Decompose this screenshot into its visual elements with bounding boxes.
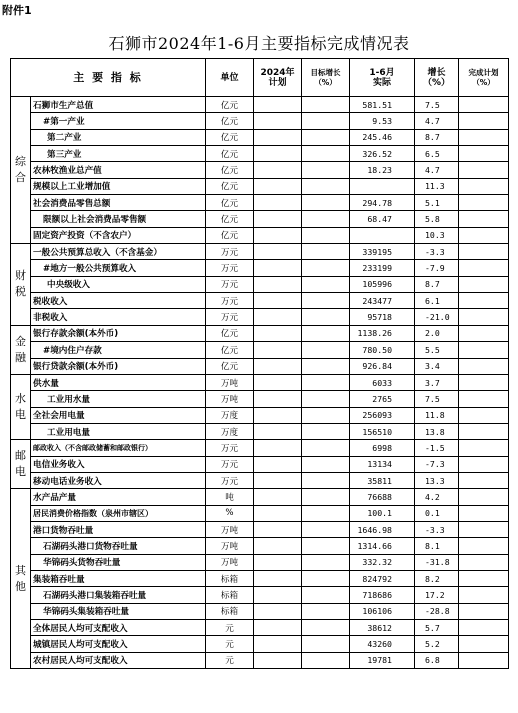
row-name: 农村居民人均可支配收入 [31, 652, 206, 668]
row-name: 第二产业 [31, 129, 206, 145]
row-actual: 326.52 [350, 146, 415, 162]
row-unit: 元 [206, 652, 254, 668]
row-target-growth [302, 178, 350, 194]
row-plan [254, 97, 302, 113]
row-target-growth [302, 227, 350, 243]
row-completion [459, 489, 509, 505]
table-row [11, 652, 509, 668]
row-actual: 76688 [350, 489, 415, 505]
row-target-growth [302, 636, 350, 652]
row-completion [459, 620, 509, 636]
row-growth: -21.0 [415, 309, 459, 325]
table-row [11, 146, 509, 162]
row-completion [459, 162, 509, 178]
row-target-growth [302, 195, 350, 211]
row-actual: 35811 [350, 472, 415, 488]
indicators-table [10, 58, 509, 669]
row-growth: 4.7 [415, 113, 459, 129]
row-unit: 万吨 [206, 521, 254, 537]
row-unit: 万元 [206, 260, 254, 276]
row-unit: 万元 [206, 456, 254, 472]
table-row [11, 620, 509, 636]
row-actual: 18.23 [350, 162, 415, 178]
row-growth: 17.2 [415, 587, 459, 603]
row-plan [254, 342, 302, 358]
row-completion [459, 505, 509, 521]
row-name: 中央级收入 [31, 276, 206, 292]
row-growth: -31.8 [415, 554, 459, 570]
row-unit: 标箱 [206, 603, 254, 619]
row-name: 供水量 [31, 374, 206, 390]
row-unit: 亿元 [206, 129, 254, 145]
row-plan [254, 162, 302, 178]
row-plan [254, 620, 302, 636]
row-unit: 万吨 [206, 391, 254, 407]
row-name: 华锦码头货物吞吐量 [31, 554, 206, 570]
table-row [11, 538, 509, 554]
row-target-growth [302, 521, 350, 537]
row-target-growth [302, 325, 350, 341]
row-target-growth [302, 587, 350, 603]
row-plan [254, 440, 302, 456]
row-plan [254, 358, 302, 374]
table-row [11, 570, 509, 586]
row-completion [459, 472, 509, 488]
row-name: 限额以上社会消费品零售额 [31, 211, 206, 227]
table-row [11, 423, 509, 439]
row-plan [254, 489, 302, 505]
row-target-growth [302, 603, 350, 619]
row-actual: 256093 [350, 407, 415, 423]
row-target-growth [302, 358, 350, 374]
row-growth: 3.4 [415, 358, 459, 374]
row-completion [459, 521, 509, 537]
row-target-growth [302, 538, 350, 554]
table-row [11, 97, 509, 113]
attachment-label: 附件1 [2, 4, 32, 17]
row-actual [350, 178, 415, 194]
table-row [11, 456, 509, 472]
row-target-growth [302, 652, 350, 668]
row-unit: 亿元 [206, 178, 254, 194]
table-row [11, 489, 509, 505]
row-target-growth [302, 293, 350, 309]
table-row [11, 260, 509, 276]
table-row [11, 325, 509, 341]
row-plan [254, 521, 302, 537]
row-unit: 亿元 [206, 325, 254, 341]
row-target-growth [302, 505, 350, 521]
row-growth: -7.9 [415, 260, 459, 276]
row-target-growth [302, 113, 350, 129]
row-unit: 亿元 [206, 97, 254, 113]
row-plan [254, 276, 302, 292]
table-row [11, 603, 509, 619]
row-unit: 亿元 [206, 146, 254, 162]
row-unit: 亿元 [206, 358, 254, 374]
row-completion [459, 244, 509, 260]
row-name: 水产品产量 [31, 489, 206, 505]
row-name: 石湖码头港口货物吞吐量 [31, 538, 206, 554]
row-target-growth [302, 276, 350, 292]
row-name: 银行存款余额(本外币) [31, 325, 206, 341]
row-growth: 4.2 [415, 489, 459, 505]
header-indicator: 主 要 指 标 [11, 59, 206, 97]
row-actual: 294.78 [350, 195, 415, 211]
row-growth: 13.3 [415, 472, 459, 488]
row-growth: 6.1 [415, 293, 459, 309]
row-unit: 亿元 [206, 195, 254, 211]
row-target-growth [302, 129, 350, 145]
row-completion [459, 227, 509, 243]
row-completion [459, 325, 509, 341]
table-row [11, 554, 509, 570]
row-target-growth [302, 407, 350, 423]
row-actual: 1138.26 [350, 325, 415, 341]
row-actual: 106106 [350, 603, 415, 619]
row-name: 居民消费价格指数（泉州市辖区） [31, 505, 206, 521]
table-row [11, 309, 509, 325]
row-actual: 780.50 [350, 342, 415, 358]
row-target-growth [302, 456, 350, 472]
row-completion [459, 309, 509, 325]
row-unit: 万元 [206, 244, 254, 260]
row-growth: 5.1 [415, 195, 459, 211]
row-actual: 243477 [350, 293, 415, 309]
row-name: 工业用电量 [31, 423, 206, 439]
row-actual: 233199 [350, 260, 415, 276]
row-actual: 926.84 [350, 358, 415, 374]
row-target-growth [302, 554, 350, 570]
row-plan [254, 260, 302, 276]
row-completion [459, 358, 509, 374]
row-plan [254, 391, 302, 407]
row-actual: 339195 [350, 244, 415, 260]
row-actual: 581.51 [350, 97, 415, 113]
row-name: 固定资产投资（不含农户） [31, 227, 206, 243]
row-plan [254, 554, 302, 570]
category-finance-tax: 财 税 [11, 244, 31, 326]
row-growth: 10.3 [415, 227, 459, 243]
row-unit: 亿元 [206, 211, 254, 227]
row-growth: 4.7 [415, 162, 459, 178]
table-row [11, 162, 509, 178]
row-target-growth [302, 440, 350, 456]
row-name: 华锦码头集装箱吞吐量 [31, 603, 206, 619]
row-unit: 元 [206, 636, 254, 652]
row-unit: 万度 [206, 407, 254, 423]
row-plan [254, 505, 302, 521]
row-name: 电信业务收入 [31, 456, 206, 472]
row-name: 邮政收入（不含邮政储蓄和邮政银行） [31, 440, 206, 456]
row-actual: 6998 [350, 440, 415, 456]
row-growth: -3.3 [415, 521, 459, 537]
row-actual: 1646.98 [350, 521, 415, 537]
row-growth: -1.5 [415, 440, 459, 456]
row-unit: 万元 [206, 472, 254, 488]
row-growth: 6.5 [415, 146, 459, 162]
table-row [11, 521, 509, 537]
row-completion [459, 391, 509, 407]
row-name: 第三产业 [31, 146, 206, 162]
table-header-row [11, 59, 509, 97]
page-title: 石狮市2024年1-6月主要指标完成情况表 [108, 34, 410, 53]
row-completion [459, 407, 509, 423]
row-name: 税收收入 [31, 293, 206, 309]
row-completion [459, 113, 509, 129]
table-row [11, 636, 509, 652]
table-row [11, 374, 509, 390]
row-target-growth [302, 472, 350, 488]
row-plan [254, 423, 302, 439]
table-row [11, 276, 509, 292]
row-completion [459, 652, 509, 668]
row-actual: 245.46 [350, 129, 415, 145]
row-target-growth [302, 570, 350, 586]
row-name: 银行贷款余额(本外币) [31, 358, 206, 374]
row-plan [254, 587, 302, 603]
row-plan [254, 211, 302, 227]
row-name: #地方一般公共预算收入 [31, 260, 206, 276]
row-completion [459, 423, 509, 439]
header-plan: 2024年 计划 [254, 59, 302, 97]
category-comprehensive: 综 合 [11, 97, 31, 244]
row-target-growth [302, 211, 350, 227]
row-unit: 亿元 [206, 227, 254, 243]
row-unit: 万元 [206, 293, 254, 309]
row-actual: 13134 [350, 456, 415, 472]
row-plan [254, 113, 302, 129]
row-growth: 7.5 [415, 97, 459, 113]
header-growth: 增长 （%） [415, 59, 459, 97]
row-actual: 38612 [350, 620, 415, 636]
row-growth: 8.7 [415, 129, 459, 145]
row-target-growth [302, 391, 350, 407]
header-actual: 1-6月 实际 [350, 59, 415, 97]
row-actual: 9.53 [350, 113, 415, 129]
row-name: 全社会用电量 [31, 407, 206, 423]
row-name: 农林牧渔业总产值 [31, 162, 206, 178]
row-plan [254, 456, 302, 472]
category-other: 其 他 [11, 489, 31, 669]
row-growth: 8.2 [415, 570, 459, 586]
row-plan [254, 407, 302, 423]
row-name: 集装箱吞吐量 [31, 570, 206, 586]
row-completion [459, 570, 509, 586]
row-completion [459, 440, 509, 456]
table-row [11, 391, 509, 407]
header-completion: 完成计划 （%） [459, 59, 509, 97]
table-row [11, 587, 509, 603]
row-name: 石湖码头港口集装箱吞吐量 [31, 587, 206, 603]
row-growth: 2.0 [415, 325, 459, 341]
table-row [11, 440, 509, 456]
table-row [11, 195, 509, 211]
row-actual [350, 227, 415, 243]
row-actual: 6033 [350, 374, 415, 390]
row-name: 工业用水量 [31, 391, 206, 407]
row-unit: 万元 [206, 309, 254, 325]
row-unit: 万元 [206, 440, 254, 456]
row-plan [254, 472, 302, 488]
row-actual: 2765 [350, 391, 415, 407]
row-plan [254, 146, 302, 162]
row-growth: 8.7 [415, 276, 459, 292]
row-completion [459, 146, 509, 162]
row-completion [459, 178, 509, 194]
row-plan [254, 129, 302, 145]
row-name: 石狮市生产总值 [31, 97, 206, 113]
row-completion [459, 374, 509, 390]
table-row [11, 178, 509, 194]
table-row [11, 244, 509, 260]
row-name: 一般公共预算总收入（不含基金） [31, 244, 206, 260]
row-target-growth [302, 374, 350, 390]
row-plan [254, 244, 302, 260]
row-plan [254, 374, 302, 390]
row-plan [254, 293, 302, 309]
row-actual: 105996 [350, 276, 415, 292]
row-name: #境内住户存款 [31, 342, 206, 358]
row-unit: 亿元 [206, 113, 254, 129]
row-plan [254, 227, 302, 243]
row-actual: 718686 [350, 587, 415, 603]
row-name: 全体居民人均可支配收入 [31, 620, 206, 636]
header-unit: 单位 [206, 59, 254, 97]
row-target-growth [302, 309, 350, 325]
row-unit: 元 [206, 620, 254, 636]
header-target-growth: 目标增长 （%） [302, 59, 350, 97]
row-unit: 标箱 [206, 570, 254, 586]
row-growth: 5.2 [415, 636, 459, 652]
row-unit: 亿元 [206, 162, 254, 178]
row-growth: 8.1 [415, 538, 459, 554]
category-banking: 金 融 [11, 325, 31, 374]
row-unit: 标箱 [206, 587, 254, 603]
row-unit: 亿元 [206, 342, 254, 358]
row-actual: 68.47 [350, 211, 415, 227]
row-growth: 5.8 [415, 211, 459, 227]
row-actual: 19781 [350, 652, 415, 668]
row-completion [459, 456, 509, 472]
row-growth: 0.1 [415, 505, 459, 521]
row-unit: 万吨 [206, 538, 254, 554]
row-unit: 万吨 [206, 374, 254, 390]
row-completion [459, 538, 509, 554]
row-actual: 100.1 [350, 505, 415, 521]
row-growth: 7.5 [415, 391, 459, 407]
table-row [11, 358, 509, 374]
row-plan [254, 570, 302, 586]
row-actual: 824792 [350, 570, 415, 586]
row-name: 规模以上工业增加值 [31, 178, 206, 194]
row-growth: 6.8 [415, 652, 459, 668]
row-completion [459, 211, 509, 227]
row-growth: 11.3 [415, 178, 459, 194]
row-completion [459, 587, 509, 603]
row-growth: 5.5 [415, 342, 459, 358]
row-actual: 156510 [350, 423, 415, 439]
row-unit: 万度 [206, 423, 254, 439]
table-row [11, 113, 509, 129]
table-row [11, 129, 509, 145]
row-growth: -28.8 [415, 603, 459, 619]
row-plan [254, 538, 302, 554]
row-growth: -7.3 [415, 456, 459, 472]
row-plan [254, 178, 302, 194]
row-unit: 万吨 [206, 554, 254, 570]
row-target-growth [302, 260, 350, 276]
row-plan [254, 195, 302, 211]
row-plan [254, 636, 302, 652]
row-completion [459, 129, 509, 145]
row-actual: 95718 [350, 309, 415, 325]
row-plan [254, 603, 302, 619]
row-target-growth [302, 423, 350, 439]
row-name: #第一产业 [31, 113, 206, 129]
row-unit: % [206, 505, 254, 521]
row-completion [459, 603, 509, 619]
row-actual: 332.32 [350, 554, 415, 570]
row-name: 城镇居民人均可支配收入 [31, 636, 206, 652]
row-unit: 万元 [206, 276, 254, 292]
row-completion [459, 636, 509, 652]
row-target-growth [302, 146, 350, 162]
table-row [11, 211, 509, 227]
row-target-growth [302, 342, 350, 358]
table-row [11, 472, 509, 488]
row-completion [459, 260, 509, 276]
table-row [11, 227, 509, 243]
row-target-growth [302, 244, 350, 260]
row-growth: 3.7 [415, 374, 459, 390]
row-completion [459, 554, 509, 570]
row-completion [459, 293, 509, 309]
row-unit: 吨 [206, 489, 254, 505]
row-name: 非税收入 [31, 309, 206, 325]
row-completion [459, 276, 509, 292]
row-growth: 11.8 [415, 407, 459, 423]
table-row [11, 342, 509, 358]
row-plan [254, 309, 302, 325]
row-growth: -3.3 [415, 244, 459, 260]
table-row [11, 293, 509, 309]
row-target-growth [302, 162, 350, 178]
row-completion [459, 195, 509, 211]
row-name: 港口货物吞吐量 [31, 521, 206, 537]
row-actual: 43260 [350, 636, 415, 652]
row-target-growth [302, 620, 350, 636]
row-target-growth [302, 489, 350, 505]
row-actual: 1314.66 [350, 538, 415, 554]
table-row [11, 407, 509, 423]
table-row [11, 505, 509, 521]
row-plan [254, 325, 302, 341]
row-target-growth [302, 97, 350, 113]
row-growth: 5.7 [415, 620, 459, 636]
row-plan [254, 652, 302, 668]
row-completion [459, 342, 509, 358]
row-name: 社会消费品零售总额 [31, 195, 206, 211]
category-post-telecom: 邮 电 [11, 440, 31, 489]
row-completion [459, 97, 509, 113]
category-water-power: 水 电 [11, 374, 31, 439]
row-name: 移动电话业务收入 [31, 472, 206, 488]
row-growth: 13.8 [415, 423, 459, 439]
